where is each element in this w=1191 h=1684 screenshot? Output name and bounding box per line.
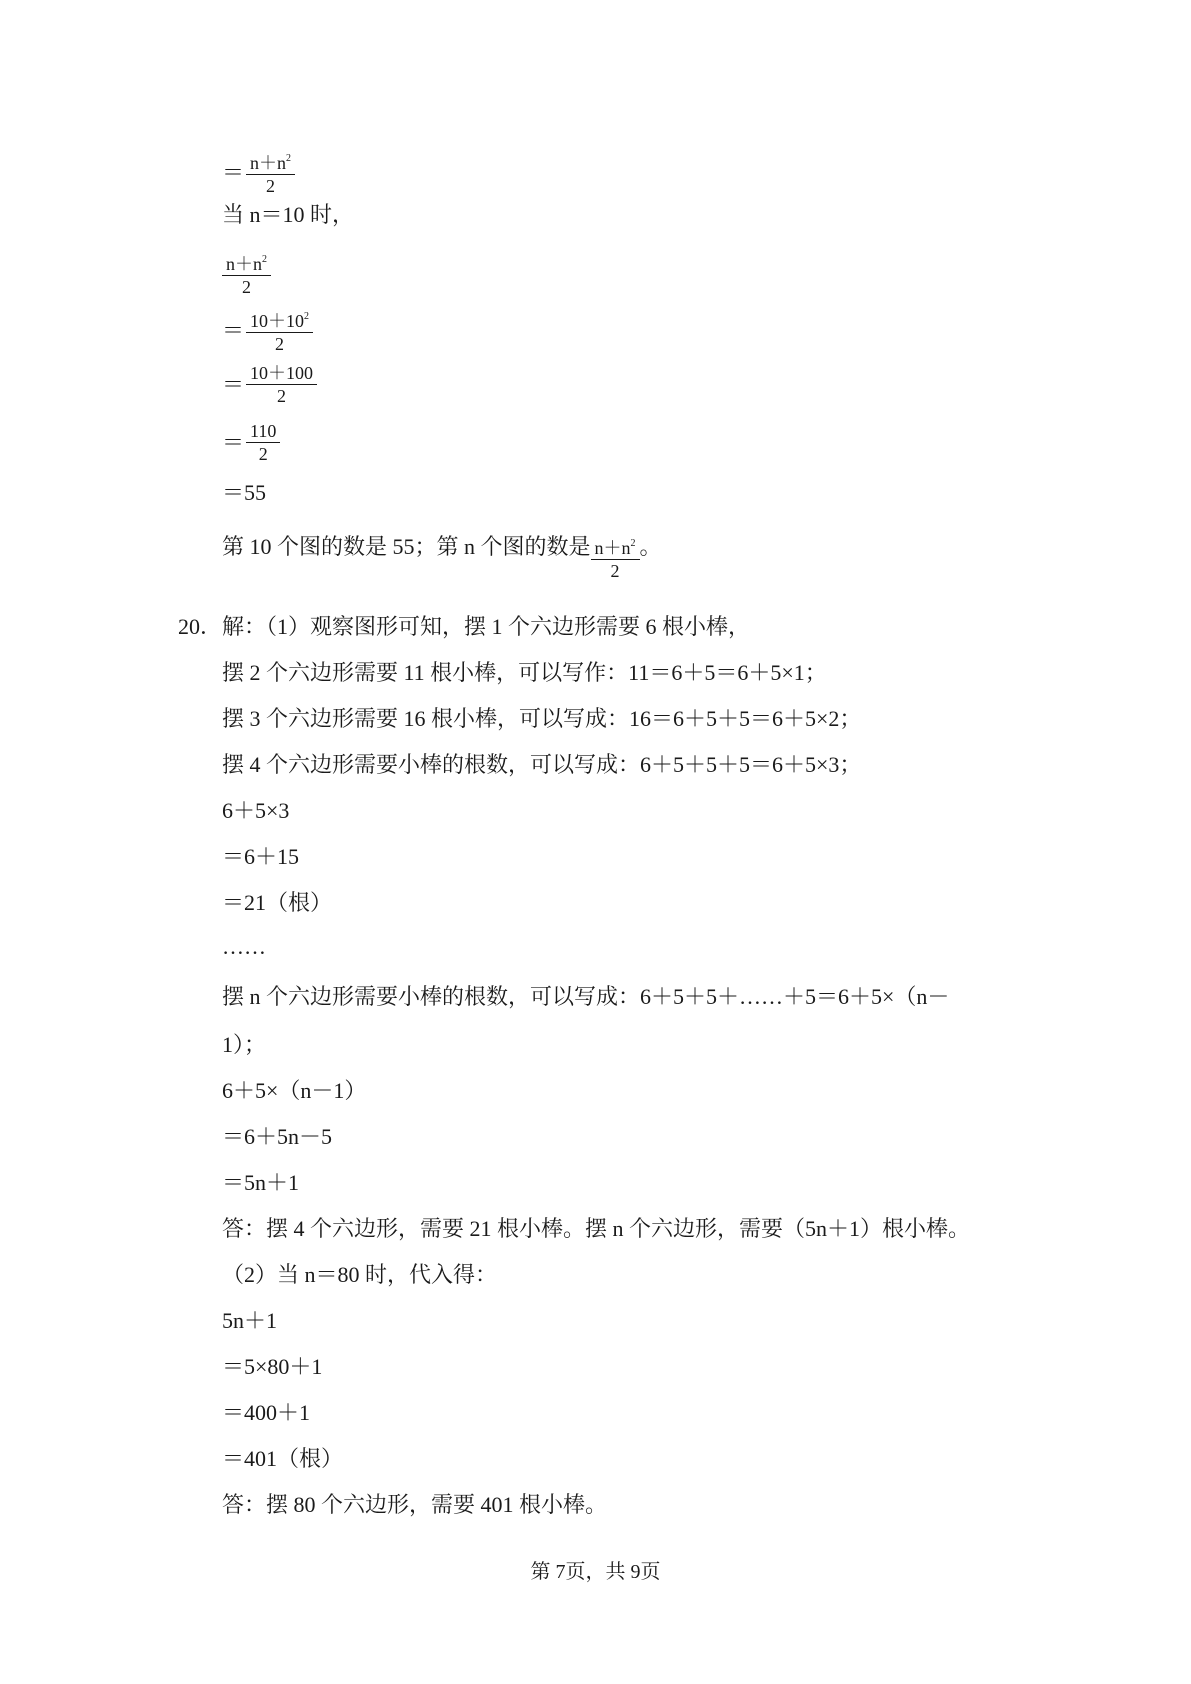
solution-line: ＝21（根） bbox=[222, 890, 333, 915]
solution-line: 摆 3 个六边形需要 16 根小棒，可以写成：16＝6＋5＋5＝6＋5×2； bbox=[222, 706, 862, 731]
solution-line: （2）当 n＝80 时，代入得： bbox=[222, 1262, 498, 1287]
answer-line: 答：摆 80 个六边形，需要 401 根小棒。 bbox=[222, 1492, 608, 1517]
solution-line: 解：（1）观察图形可知，摆 1 个六边形需要 6 根小棒， bbox=[222, 614, 751, 639]
question-number: 20． bbox=[178, 614, 223, 639]
equals-sign: ＝ bbox=[222, 159, 245, 185]
text-line: 当 n＝10 时， bbox=[222, 202, 355, 227]
fraction: $\frac{10+100}{2}$ bbox=[246, 362, 317, 407]
formula-line bbox=[222, 248, 271, 298]
solution-line: 摆 4 个六边形需要小棒的根数，可以写成：6＋5＋5＋5＝6＋5×3； bbox=[222, 752, 862, 777]
solution-line: ＝5×80＋1 bbox=[222, 1354, 323, 1379]
fraction: $\frac{n+n^2}{2}$ bbox=[246, 148, 295, 197]
formula-line: ＝ $\frac{110}{2}$ bbox=[222, 420, 280, 465]
solution-line: ＝6＋5n－5 bbox=[222, 1124, 333, 1149]
formula-line: ＝ $\frac{10+10^2}{2}$ bbox=[222, 306, 313, 355]
text-line: ＝55 bbox=[222, 480, 267, 505]
formula-line: ＝ $\frac{10+100}{2}$ bbox=[222, 362, 317, 407]
fraction: $\frac{n+n^2}{2}$ bbox=[591, 533, 640, 582]
conclusion-line: 第 10 个图的数是 55；第 n 个图的数是 $\frac{n+n^2}{2}$ 。 bbox=[222, 534, 662, 581]
formula-line bbox=[222, 148, 295, 197]
solution-line: ＝401（根） bbox=[222, 1446, 344, 1471]
fraction: $\frac{10+10^2}{2}$ bbox=[246, 306, 313, 355]
solution-line: 摆 2 个六边形需要 11 根小棒，可以写作：11＝6＋5＝6＋5×1； bbox=[222, 660, 827, 685]
solution-line: …… bbox=[222, 934, 266, 959]
solution-line: ＝5n＋1 bbox=[222, 1170, 300, 1195]
solution-line: ＝400＋1 bbox=[222, 1400, 311, 1425]
solution-line: 摆 n 个六边形需要小棒的根数，可以写成：6＋5＋5＋……＋5＝6＋5×（n－ bbox=[222, 984, 950, 1009]
fraction: $\frac{n+n^2}{2}$ bbox=[222, 249, 271, 298]
answer-line: 答：摆 4 个六边形，需要 21 根小棒。摆 n 个六边形，需要（5n＋1）根小棒。 bbox=[222, 1216, 971, 1241]
solution-line: 1）； bbox=[222, 1032, 267, 1057]
solution-line: 6＋5×3 bbox=[222, 798, 290, 823]
solution-line: 6＋5×（n－1） bbox=[222, 1078, 367, 1103]
solution-line: 5n＋1 bbox=[222, 1308, 278, 1333]
page-footer: 第 7页，共 9页 bbox=[530, 1561, 661, 1583]
fraction: $\frac{110}{2}$ bbox=[246, 420, 280, 465]
solution-line: ＝6＋15 bbox=[222, 844, 300, 869]
